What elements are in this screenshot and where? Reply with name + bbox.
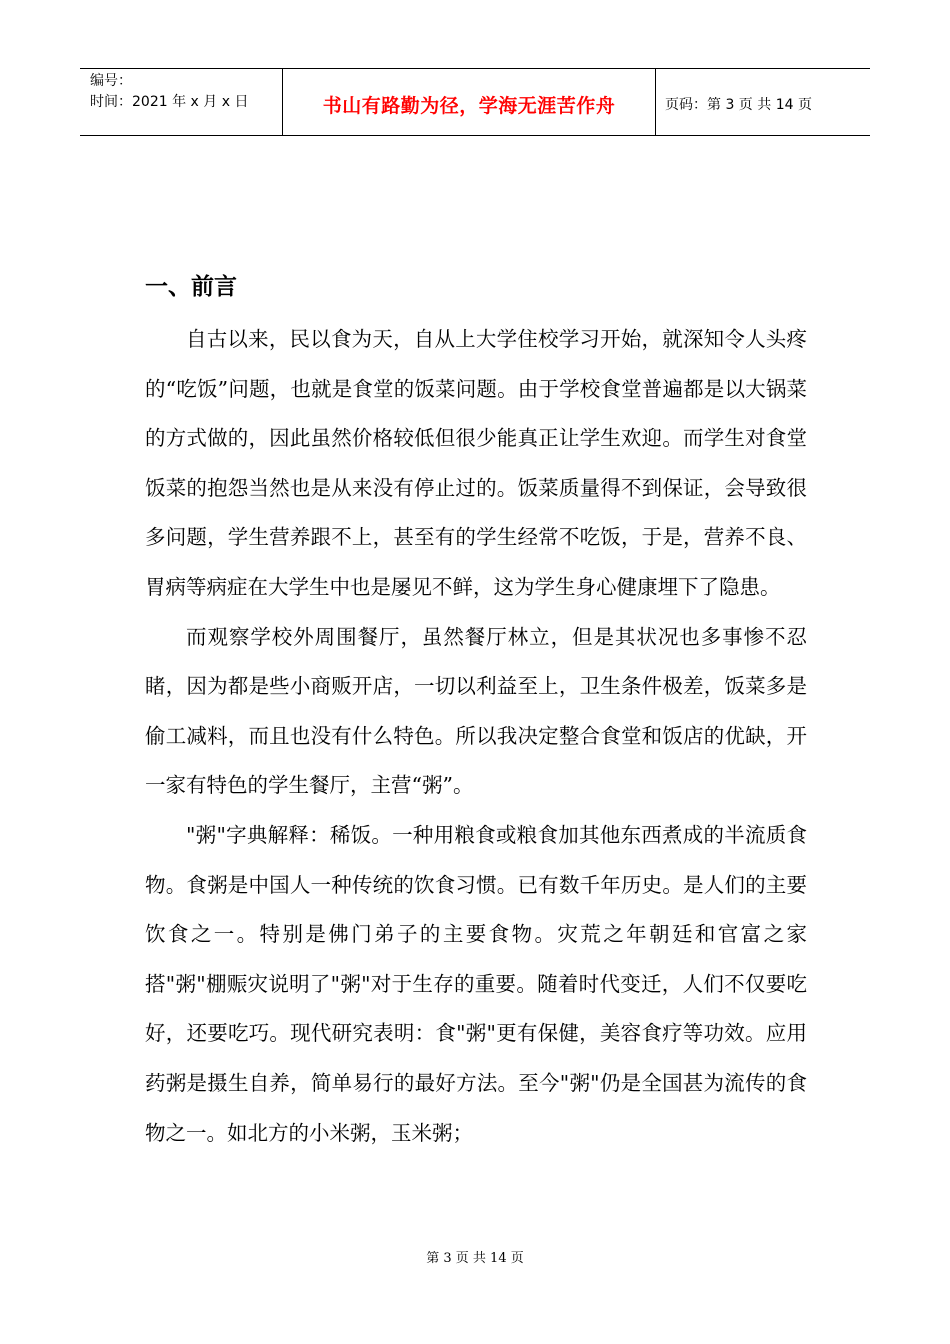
page-footer: 第 3 页 共 14 页 bbox=[426, 1251, 524, 1266]
header-page-number: 页码：第 3 页 共 14 页 bbox=[665, 97, 812, 113]
header-divider-right bbox=[655, 69, 656, 135]
page-header bbox=[80, 68, 870, 136]
document-date-label: 时间：2021 年 x 月 x 日 bbox=[90, 94, 249, 110]
paragraph-restaurants: 而观察学校外周围餐厅，虽然餐厅林立，但是其状况也多事惨不忍睹，因为都是些小商贩开店，一切以利益至上，卫生条件极差，饭菜多是偷工减料，而且也没有什么特色。所以我决定整合食堂和饭店的优缺，开一家有特色的学生餐厅，主营“粥”。 bbox=[145, 624, 807, 798]
header-motto: 书山有路勤为径，学海无涯苦作舟 bbox=[322, 95, 616, 117]
body-text bbox=[145, 315, 807, 1158]
paragraph-porridge: "粥"字典解释：稀饭。一种用粮食或粮食加其他东西煮成的半流质食物。食粥是中国人一种传统的饮食习惯。已有数千年历史。是人们的主要饮食之一。特别是佛门弟子的主要食物。灾荒之年朝廷和官富之家搭"粥"棚赈灾说明了"粥"对于生存的重要。随着时代变迁，人们不仅要吃好，还要吃巧。现代研究表明：食"粥"更有保健，美容食疗等功效。应用药粥是摄生自养，简单易行的最好方法。至今"粥"仍是全国甚为流传的食物之一。如北方的小米粥，玉米粥； bbox=[145, 822, 807, 1145]
document-number-label: 编号： bbox=[90, 73, 132, 89]
header-meta bbox=[90, 71, 248, 113]
paragraph-intro: 自古以来，民以食为天，自从上大学住校学习开始，就深知令人头疼的“吃饭”问题，也就是食堂的饭菜问题。由于学校食堂普遍都是以大锅菜的方式做的，因此虽然价格较低但很少能真正让学生欢迎。而学生对食堂饭菜的抱怨当然也是从来没有停止过的。饭菜质量得不到保证，会导致很多问题，学生营养跟不上，甚至有的学生经常不吃饭，于是，营养不良、胃病等病症在大学生中也是屡见不鲜，这为学生身心健康埋下了隐患。 bbox=[145, 327, 807, 599]
section-title: 一、前言 bbox=[145, 274, 237, 300]
